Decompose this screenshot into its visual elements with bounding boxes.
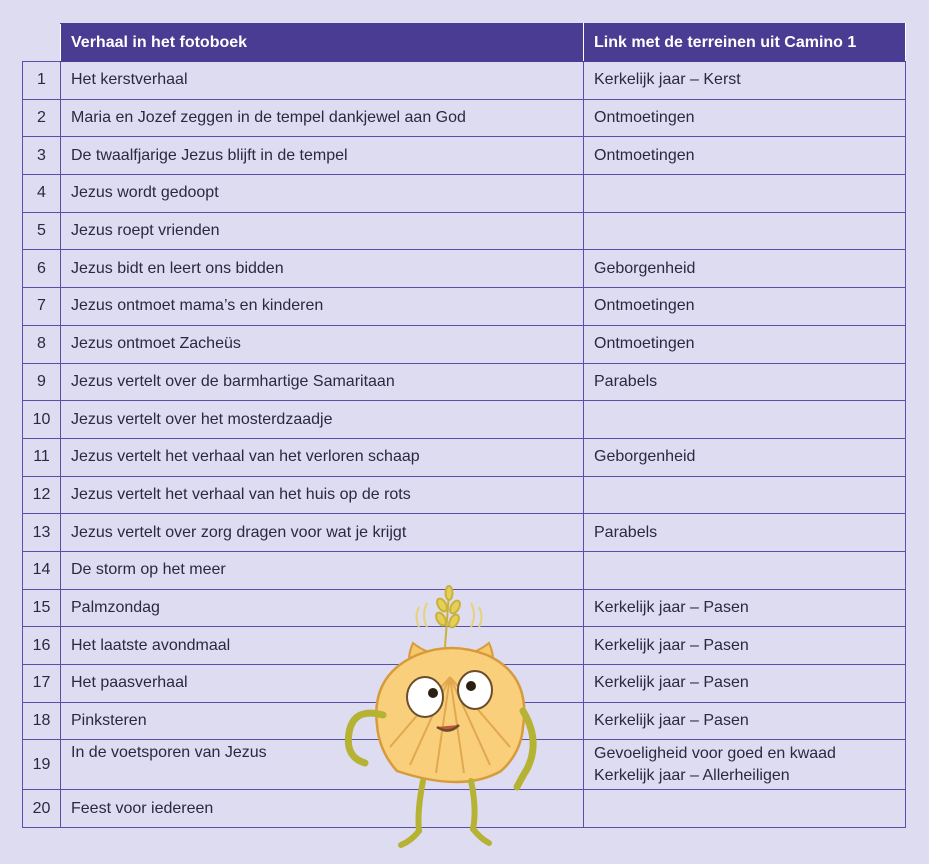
link-line: Geborgenheid: [594, 448, 696, 466]
link-cell: [584, 62, 906, 100]
table-row: [23, 288, 906, 326]
header-link: Link met de terreinen uit Camino 1: [584, 24, 906, 62]
story-cell: Palmzondag: [61, 589, 584, 627]
table-row: [23, 476, 906, 514]
header-story: Verhaal in het fotoboek: [61, 24, 584, 62]
story-cell: In de voetsporen van Jezus: [61, 740, 584, 790]
link-cell: [584, 740, 906, 790]
link-line: Ontmoetingen: [594, 335, 695, 353]
link-line: Kerkelijk jaar – Pasen: [594, 636, 749, 654]
header-number-cell: [23, 24, 61, 62]
row-number: 15: [23, 589, 61, 627]
story-cell: Jezus ontmoet Zacheüs: [61, 325, 584, 363]
story-cell: Jezus vertelt over de barmhartige Samaritaan: [61, 363, 584, 401]
link-cell: [584, 665, 906, 703]
link-cell: [584, 175, 906, 213]
row-number: 11: [23, 438, 61, 476]
table-row: [23, 551, 906, 589]
link-line: Kerkelijk jaar – Allerheiligen: [594, 766, 790, 784]
row-number: 14: [23, 551, 61, 589]
row-number: 12: [23, 476, 61, 514]
link-line: Ontmoetingen: [594, 146, 695, 164]
link-line: Gevoeligheid voor goed en kwaad: [594, 744, 836, 762]
table-row: [23, 137, 906, 175]
row-number: 19: [23, 740, 61, 790]
table-row: [23, 401, 906, 439]
story-cell: Het laatste avondmaal: [61, 627, 584, 665]
table-row: [23, 175, 906, 213]
row-number: 6: [23, 250, 61, 288]
story-cell: De twaalfjarige Jezus blijft in de tempel: [61, 137, 584, 175]
link-line: Kerkelijk jaar – Pasen: [594, 598, 749, 616]
link-cell: [584, 702, 906, 740]
link-cell: [584, 288, 906, 326]
story-cell: Jezus bidt en leert ons bidden: [61, 250, 584, 288]
row-number: 4: [23, 175, 61, 213]
link-cell: [584, 627, 906, 665]
link-cell: [584, 589, 906, 627]
row-number: 18: [23, 702, 61, 740]
row-number: 13: [23, 514, 61, 552]
story-cell: Het kerstverhaal: [61, 62, 584, 100]
row-number: 3: [23, 137, 61, 175]
link-line: Parabels: [594, 523, 658, 541]
link-cell: [584, 325, 906, 363]
row-number: 2: [23, 99, 61, 137]
story-cell: Jezus ontmoet mama’s en kinderen: [61, 288, 584, 326]
link-line: Kerkelijk jaar – Pasen: [594, 674, 749, 692]
link-cell: [584, 476, 906, 514]
story-cell: De storm op het meer: [61, 551, 584, 589]
link-line: Kerkelijk jaar – Kerst: [594, 71, 741, 89]
row-number: 5: [23, 212, 61, 250]
story-cell: Jezus vertelt het verhaal van het verloren schaap: [61, 438, 584, 476]
table-header-row: [23, 24, 906, 62]
row-number: 17: [23, 665, 61, 703]
story-cell: Feest voor iedereen: [61, 790, 584, 828]
table-row: [23, 99, 906, 137]
table-row: [23, 363, 906, 401]
link-cell: [584, 137, 906, 175]
link-cell: [584, 514, 906, 552]
row-number: 20: [23, 790, 61, 828]
table-row: [23, 212, 906, 250]
link-cell: [584, 363, 906, 401]
link-cell: [584, 212, 906, 250]
story-cell: Maria en Jozef zeggen in de tempel dankjewel aan God: [61, 99, 584, 137]
story-cell: Pinksteren: [61, 702, 584, 740]
story-cell: Het paasverhaal: [61, 665, 584, 703]
story-cell: Jezus vertelt over het mosterdzaadje: [61, 401, 584, 439]
row-number: 16: [23, 627, 61, 665]
table-row: [23, 438, 906, 476]
link-line: Parabels: [594, 372, 658, 390]
link-line: Geborgenheid: [594, 259, 696, 277]
table-row: [23, 325, 906, 363]
link-line: Ontmoetingen: [594, 109, 695, 127]
table-row: [23, 514, 906, 552]
story-cell: Jezus vertelt over zorg dragen voor wat je krijgt: [61, 514, 584, 552]
row-number: 10: [23, 401, 61, 439]
link-cell: [584, 401, 906, 439]
link-cell: [584, 551, 906, 589]
link-line: Ontmoetingen: [594, 297, 695, 315]
story-cell: Jezus wordt gedoopt: [61, 175, 584, 213]
row-number: 1: [23, 62, 61, 100]
link-cell: [584, 250, 906, 288]
scallop-shell-mascot: [325, 585, 545, 850]
table-row: [23, 250, 906, 288]
link-cell: [584, 438, 906, 476]
row-number: 9: [23, 363, 61, 401]
story-cell: Jezus roept vrienden: [61, 212, 584, 250]
table-row: [23, 62, 906, 100]
link-line: Kerkelijk jaar – Pasen: [594, 712, 749, 730]
link-cell: [584, 99, 906, 137]
story-cell: Jezus vertelt het verhaal van het huis op de rots: [61, 476, 584, 514]
link-cell: [584, 790, 906, 828]
row-number: 8: [23, 325, 61, 363]
row-number: 7: [23, 288, 61, 326]
wheat-icon: [434, 586, 462, 647]
